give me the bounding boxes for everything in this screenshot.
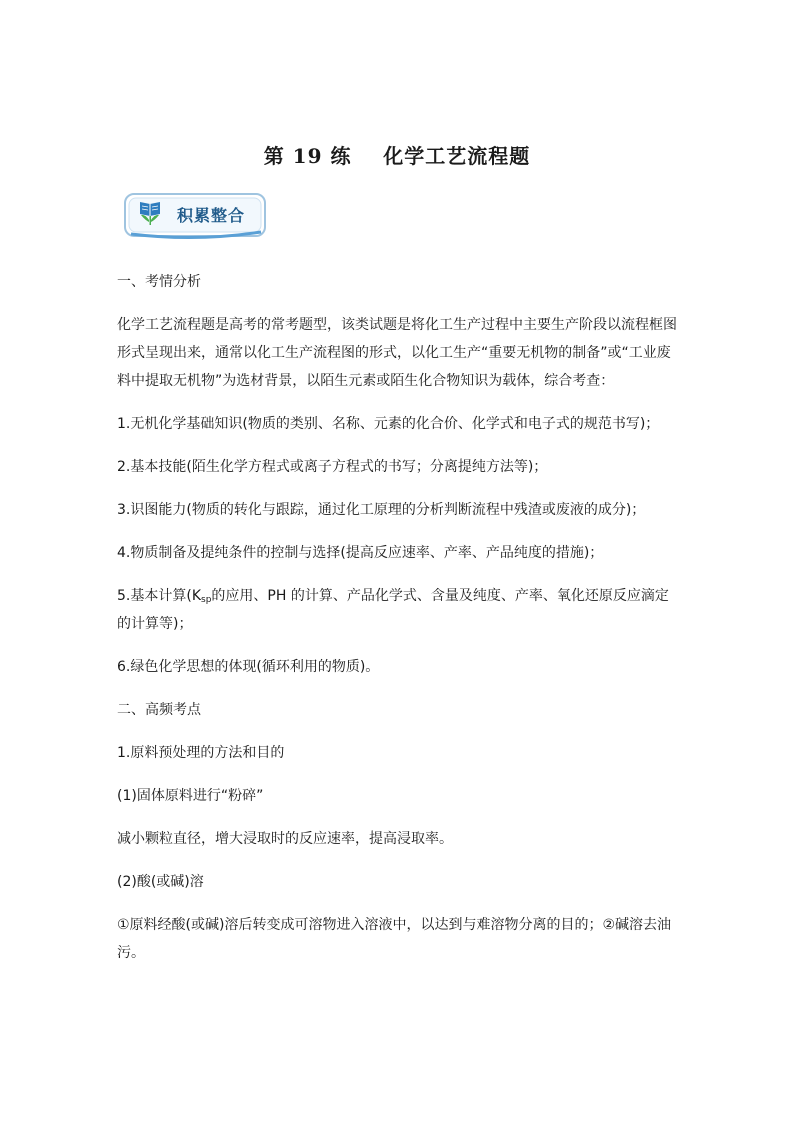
badge-label: 积累整合 — [177, 206, 246, 225]
list-item: 6.绿色化学思想的体现(循环利用的物质)。 — [117, 659, 380, 675]
section-badge — [121, 188, 271, 242]
item5-prefix: 5.基本计算(K — [117, 588, 201, 604]
subtopic-heading: (1)固体原料进行“粉碎” — [117, 788, 264, 804]
list-item: 2.基本技能(陌生化学方程式或离子方程式的书写；分离提纯方法等)； — [117, 459, 548, 475]
item5-suffix: 的应用、PH 的计算、产品化学式、含量及纯度、产率、氧化还原反应滴定的计算等)； — [117, 588, 669, 632]
subtopic-heading: (2)酸(或碱)溶 — [117, 874, 204, 890]
document-body — [117, 268, 682, 982]
section-heading: 一、考情分析 — [117, 274, 201, 290]
list-item: 4.物质制备及提纯条件的控制与选择(提高反应速率、产率、产品纯度的措施)； — [117, 545, 604, 561]
intro-paragraph: 化学工艺流程题是高考的常考题型，该类试题是将化工生产过程中主要生产阶段以流程框图形式呈现出来，通常以化工生产流程图的形式，以化工生产“重要无机物的制备”或“工业废料中提取无机物”为选材背景，以陌生元素或陌生化合物知识为载体，综合考查： — [117, 317, 677, 389]
list-item — [117, 582, 682, 638]
list-item: 3.识图能力(物质的转化与跟踪，通过化工原理的分析判断流程中残渣或废液的成分)； — [117, 502, 646, 518]
body-paragraph: 减小颗粒直径，增大浸取时的反应速率，提高浸取率。 — [117, 831, 453, 847]
body-paragraph: ①原料经酸(或碱)溶后转变成可溶物进入溶液中，以达到与难溶物分离的目的；②碱溶去油污。 — [117, 917, 672, 961]
topic-heading: 1.原料预处理的方法和目的 — [117, 745, 285, 761]
ksp-subscript: sp — [201, 595, 212, 605]
page-title: 第 19 练 化学工艺流程题 — [263, 144, 531, 168]
section-heading: 二、高频考点 — [117, 702, 201, 718]
list-item: 1.无机化学基础知识(物质的类别、名称、元素的化合价、化学式和电子式的规范书写)； — [117, 416, 660, 432]
